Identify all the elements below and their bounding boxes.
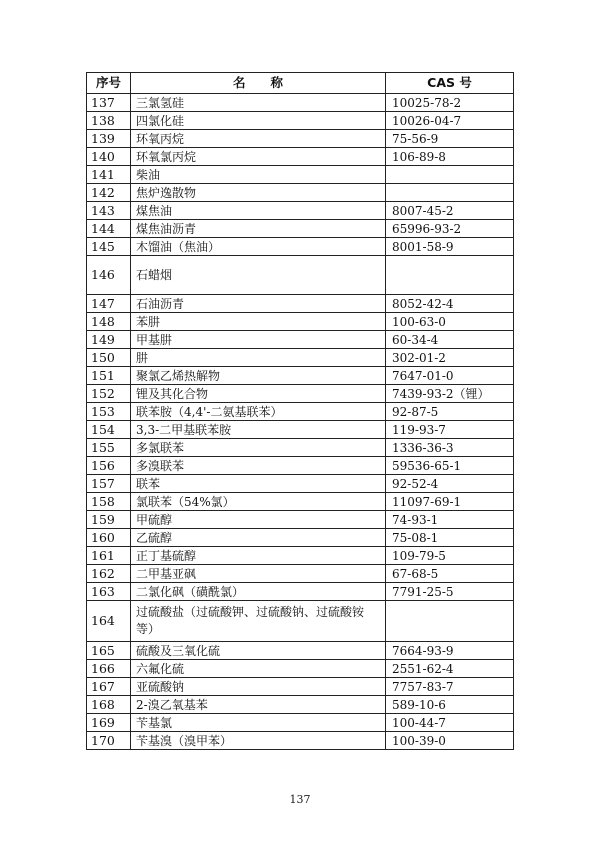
table-row [87,732,514,750]
row-cas-cell: 119-93-7 [386,421,514,439]
table-row [87,601,514,642]
row-name-cell: 苄基氯 [131,714,386,732]
header-row [87,73,514,94]
row-cas-cell: 7664-93-9 [386,642,514,660]
row-seq-cell: 165 [87,642,131,660]
row-cas-cell: 1336-36-3 [386,439,514,457]
table-row [87,660,514,678]
table-row [87,678,514,696]
row-seq-cell: 141 [87,166,131,184]
table-row [87,184,514,202]
row-seq-cell: 169 [87,714,131,732]
row-name-cell: 硫酸及三氧化硫 [131,642,386,660]
row-name-cell: 煤焦油 [131,202,386,220]
row-name-cell: 环氧丙烷 [131,130,386,148]
row-cas-cell: 65996-93-2 [386,220,514,238]
row-seq-cell: 167 [87,678,131,696]
row-name-cell: 氯联苯（54%氯） [131,493,386,511]
table-row [87,148,514,166]
table-row [87,714,514,732]
row-seq-cell: 158 [87,493,131,511]
table-row [87,583,514,601]
table-row [87,94,514,112]
row-cas-cell: 109-79-5 [386,547,514,565]
row-name-cell: 肼 [131,349,386,367]
table-row [87,220,514,238]
table-row [87,493,514,511]
row-name-cell: 石蜡烟 [131,256,386,295]
row-cas-cell: 74-93-1 [386,511,514,529]
table-row [87,112,514,130]
row-name-cell: 正丁基硫醇 [131,547,386,565]
row-cas-cell: 75-08-1 [386,529,514,547]
page-number: 137 [289,793,311,806]
table-row [87,367,514,385]
row-cas-cell: 59536-65-1 [386,457,514,475]
row-seq-cell: 166 [87,660,131,678]
row-cas-cell: 10025-78-2 [386,94,514,112]
row-name-cell: 四氯化硅 [131,112,386,130]
row-name-cell: 过硫酸盐（过硫酸钾、过硫酸钠、过硫酸铵等） [131,601,386,642]
header-name: 名 称 [131,73,386,94]
row-cas-cell: 106-89-8 [386,148,514,166]
row-cas-cell: 7439-93-2（锂） [386,385,514,403]
row-name-cell: 环氧氯丙烷 [131,148,386,166]
row-seq-cell: 159 [87,511,131,529]
row-seq-cell: 152 [87,385,131,403]
row-cas-cell [386,256,514,295]
row-seq-cell: 150 [87,349,131,367]
row-cas-cell: 8001-58-9 [386,238,514,256]
row-seq-cell: 156 [87,457,131,475]
table-row [87,349,514,367]
table-row [87,256,514,295]
row-cas-cell [386,601,514,642]
row-cas-cell: 2551-62-4 [386,660,514,678]
row-seq-cell: 154 [87,421,131,439]
row-seq-cell: 148 [87,313,131,331]
table-row [87,331,514,349]
table-row [87,696,514,714]
row-cas-cell: 7791-25-5 [386,583,514,601]
row-cas-cell: 100-63-0 [386,313,514,331]
row-name-cell: 二氯化砜（磺酰氯） [131,583,386,601]
table-body [87,94,514,750]
row-name-cell: 焦炉逸散物 [131,184,386,202]
row-cas-cell: 75-56-9 [386,130,514,148]
row-seq-cell: 151 [87,367,131,385]
row-name-cell: 六氟化硫 [131,660,386,678]
row-cas-cell: 67-68-5 [386,565,514,583]
table-row [87,130,514,148]
row-name-cell: 石油沥青 [131,295,386,313]
row-seq-cell: 157 [87,475,131,493]
table-row [87,403,514,421]
row-cas-cell: 10026-04-7 [386,112,514,130]
row-name-cell: 柴油 [131,166,386,184]
row-seq-cell: 137 [87,94,131,112]
row-seq-cell: 142 [87,184,131,202]
row-seq-cell: 163 [87,583,131,601]
row-cas-cell: 7647-01-0 [386,367,514,385]
table-row [87,475,514,493]
table-row [87,166,514,184]
row-seq-cell: 162 [87,565,131,583]
row-name-cell: 三氯氢硅 [131,94,386,112]
row-seq-cell: 164 [87,601,131,642]
row-name-cell: 甲硫醇 [131,511,386,529]
table-row [87,529,514,547]
row-cas-cell: 100-39-0 [386,732,514,750]
row-cas-cell: 100-44-7 [386,714,514,732]
row-seq-cell: 139 [87,130,131,148]
table-header [87,73,514,94]
substance-table-container [86,72,513,750]
row-name-cell: 3,3-二甲基联苯胺 [131,421,386,439]
row-seq-cell: 168 [87,696,131,714]
table-row [87,457,514,475]
table-row [87,238,514,256]
row-name-cell: 木馏油（焦油） [131,238,386,256]
row-name-cell: 聚氯乙烯热解物 [131,367,386,385]
row-cas-cell: 8007-45-2 [386,202,514,220]
row-cas-cell: 7757-83-7 [386,678,514,696]
row-cas-cell: 8052-42-4 [386,295,514,313]
row-seq-cell: 160 [87,529,131,547]
table-row [87,313,514,331]
row-name-cell: 二甲基亚砜 [131,565,386,583]
row-seq-cell: 143 [87,202,131,220]
row-cas-cell [386,184,514,202]
row-name-cell: 乙硫醇 [131,529,386,547]
row-seq-cell: 161 [87,547,131,565]
row-name-cell: 甲基肼 [131,331,386,349]
row-seq-cell: 144 [87,220,131,238]
table-row [87,511,514,529]
row-name-cell: 多溴联苯 [131,457,386,475]
row-seq-cell: 149 [87,331,131,349]
table-row [87,565,514,583]
row-cas-cell: 60-34-4 [386,331,514,349]
row-name-cell: 亚硫酸钠 [131,678,386,696]
row-seq-cell: 138 [87,112,131,130]
row-seq-cell: 140 [87,148,131,166]
table-row [87,295,514,313]
table-row [87,642,514,660]
table-row [87,547,514,565]
row-seq-cell: 153 [87,403,131,421]
table-row [87,202,514,220]
row-name-cell: 2-溴乙氧基苯 [131,696,386,714]
header-seq: 序号 [87,73,131,94]
row-seq-cell: 146 [87,256,131,295]
header-cas: CAS 号 [386,73,514,94]
row-seq-cell: 145 [87,238,131,256]
row-seq-cell: 170 [87,732,131,750]
row-name-cell: 多氯联苯 [131,439,386,457]
row-cas-cell [386,166,514,184]
row-seq-cell: 155 [87,439,131,457]
table-row [87,385,514,403]
row-cas-cell: 589-10-6 [386,696,514,714]
row-cas-cell: 302-01-2 [386,349,514,367]
row-name-cell: 苄基溴（溴甲苯） [131,732,386,750]
row-cas-cell: 92-87-5 [386,403,514,421]
row-name-cell: 苯肼 [131,313,386,331]
row-seq-cell: 147 [87,295,131,313]
row-name-cell: 煤焦油沥青 [131,220,386,238]
table-row [87,421,514,439]
row-cas-cell: 11097-69-1 [386,493,514,511]
row-name-cell: 联苯 [131,475,386,493]
substance-table [86,72,514,750]
row-name-cell: 联苯胺（4,4'-二氨基联苯） [131,403,386,421]
row-cas-cell: 92-52-4 [386,475,514,493]
table-row [87,439,514,457]
row-name-cell: 锂及其化合物 [131,385,386,403]
